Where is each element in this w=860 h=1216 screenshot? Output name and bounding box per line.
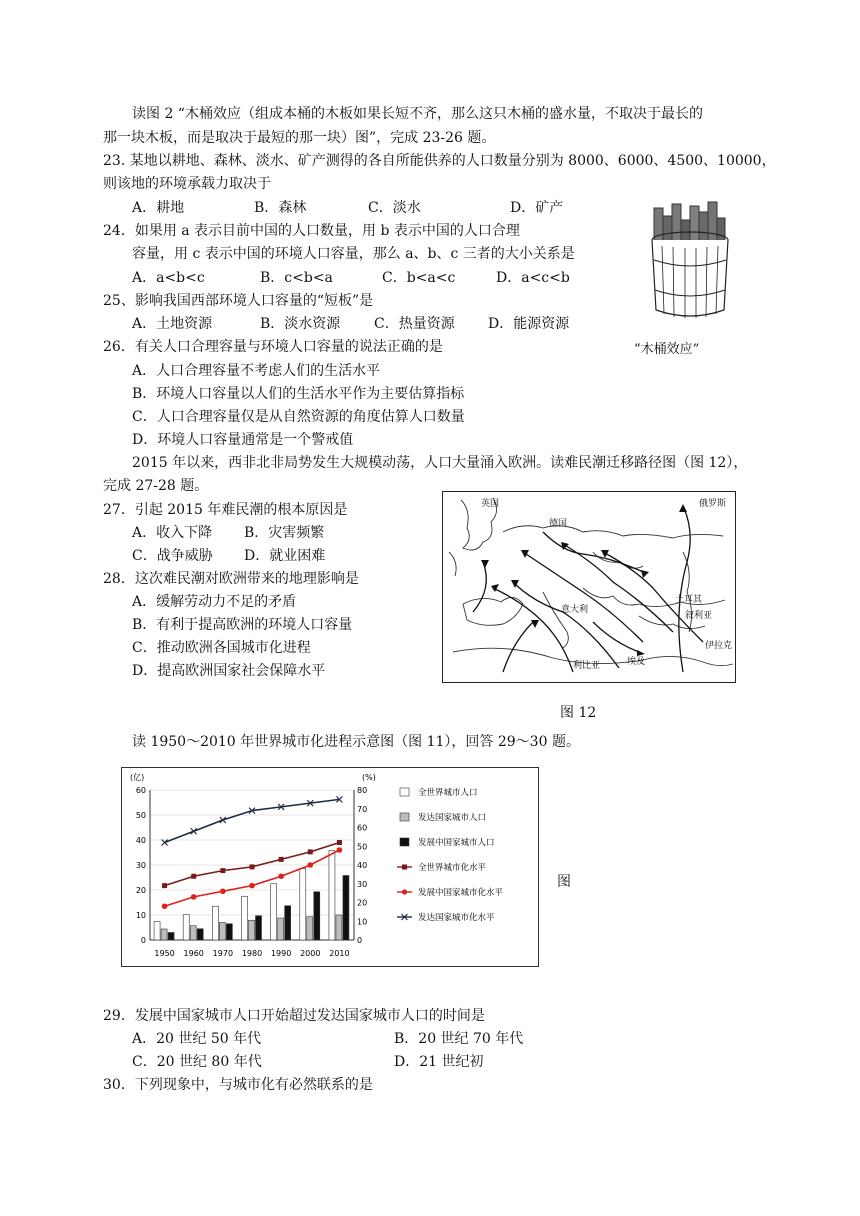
intro-paragraph-line: 读 1950～2010 年世界城市化进程示意图（图 11），回答 29～30 题。: [132, 734, 580, 750]
bar-developing-urban-pop: [226, 924, 232, 940]
choice-23-b: B．森林: [254, 200, 307, 216]
choice-27-d: D．就业困难: [244, 548, 326, 564]
choice-24-d: D．a<c<b: [496, 270, 570, 286]
point-world-rate: [162, 883, 167, 888]
bar-developing-urban-pop: [285, 906, 291, 940]
intro-paragraph-line: 2015 年以来，西非北非局势发生大规模动荡，人口大量涌入欧洲。读难民潮迁移路径图（图 12），: [132, 455, 748, 471]
choice-28-b: B．有利于提高欧洲的环境人口容量: [132, 617, 353, 633]
left-tick-label: 20: [135, 886, 146, 895]
bar-world-urban-pop: [271, 884, 277, 940]
choice-27-a: A．收入下降: [132, 525, 213, 541]
choice-25-a: A．土地资源: [132, 316, 213, 332]
map-caption: 图 12: [560, 705, 597, 721]
legend-label: 发展中国家城市人口: [418, 838, 495, 848]
choice-28-d: D．提高欧洲国家社会保障水平: [132, 663, 326, 679]
point-developing-rate: [191, 894, 197, 900]
question-26-stem: 26．有关人口合理容量与环境人口容量的说法正确的是: [103, 339, 443, 355]
intro-paragraph-line: 那一块木板，而是取决于最短的那一块）图”，完成 23-26 题。: [103, 130, 496, 146]
bar-developing-urban-pop: [314, 892, 320, 940]
choice-23-d: D．矿产: [510, 200, 564, 216]
choice-27-b: B．灾害频繁: [244, 525, 325, 541]
choice-24-a: A．a<b<c: [132, 270, 205, 286]
left-tick-label: 50: [135, 811, 146, 820]
x-tick-label: 1980: [241, 949, 263, 958]
left-tick-label: 0: [140, 936, 146, 945]
right-tick-label: 40: [357, 861, 368, 870]
point-developing-rate: [220, 888, 226, 894]
point-developing-rate: [307, 862, 313, 868]
choice-25-c: C．热量资源: [374, 316, 455, 332]
legend-label: 全世界城市化水平: [418, 863, 487, 873]
choice-26-c: C．人口合理容量仅是从自然资源的角度估算人口数量: [132, 409, 465, 425]
choice-26-a: A．人口合理容量不考虑人们的生活水平: [132, 363, 381, 379]
map-label-turkey: 土耳其: [675, 595, 703, 605]
urbanization-chart: [121, 767, 539, 967]
legend-swatch: [400, 788, 409, 796]
bar-developed-urban-pop: [219, 923, 225, 941]
map-label-germany: 德国: [549, 519, 568, 529]
choice-29-d: D．21 世纪初: [394, 1054, 484, 1070]
choice-28-c: C．推动欧洲各国城市化进程: [132, 640, 311, 656]
x-tick-label: 1990: [270, 949, 292, 958]
intro-paragraph-line: 读图 2 “木桶效应（组成本桶的木板如果长短不齐，那么这只木桶的盛水量，不取决于最长的: [132, 106, 703, 122]
choice-28-a: A．缓解劳动力不足的矛盾: [132, 594, 297, 610]
bar-developed-urban-pop: [190, 926, 196, 940]
legend-swatch: [400, 813, 409, 821]
barrel-figure: [640, 198, 740, 338]
point-world-rate: [220, 868, 225, 873]
question-24-stem: 24．如果用 a 表示目前中国的人口数量，用 b 表示中国的人口合理: [103, 223, 520, 239]
x-tick-label: 1960: [183, 949, 204, 958]
bar-world-urban-pop: [329, 851, 335, 941]
point-developing-rate: [162, 903, 168, 909]
right-tick-label: 80: [357, 786, 368, 795]
bar-world-urban-pop: [300, 869, 306, 941]
x-tick-label: 2000: [300, 949, 321, 958]
point-developing-rate: [249, 883, 255, 889]
right-axis-unit: (%): [362, 773, 376, 782]
x-tick-label: 1970: [212, 949, 234, 958]
point-world-rate: [279, 857, 284, 862]
bar-developing-urban-pop: [168, 933, 174, 941]
question-29-stem: 29．发展中国家城市人口开始超过发达国家城市人口的时间是: [103, 1008, 485, 1024]
question-23-stem: 23. 某地以耕地、森林、淡水、矿产测得的各自所能供养的人口数量分别为 8000、6000、4500、10000，: [103, 153, 776, 169]
right-tick-label: 10: [357, 917, 368, 927]
choice-26-b: B．环境人口容量以人们的生活水平作为主要估算指标: [132, 386, 465, 402]
question-24-stem: 容量，用 c 表示中国的环境人口容量，那么 a、b、c 三者的大小关系是: [132, 246, 575, 262]
right-tick-label: 70: [357, 804, 368, 814]
line-developing-rate: [165, 850, 340, 906]
bar-world-urban-pop: [154, 922, 160, 941]
map-label-italy: 意大利: [561, 605, 589, 615]
bar-developed-urban-pop: [307, 917, 313, 940]
question-27-stem: 27．引起 2015 年难民潮的根本原因是: [103, 502, 348, 518]
question-25-stem: 25、影响我国西部环境人口容量的“短板”是: [103, 293, 374, 309]
legend-label: 全世界城市人口: [418, 788, 478, 798]
choice-24-b: B．c<b<a: [260, 270, 333, 286]
point-developing-rate: [278, 873, 284, 879]
choice-25-d: D．能源资源: [488, 316, 570, 332]
right-tick-label: 60: [357, 823, 368, 833]
right-tick-label: 30: [357, 879, 368, 889]
chart-side-label: 图: [557, 874, 571, 890]
question-30-stem: 30．下列现象中，与城市化有必然联系的是: [103, 1077, 373, 1093]
barrel-caption: “木桶效应”: [634, 342, 700, 357]
choice-29-c: C．20 世纪 80 年代: [132, 1054, 262, 1070]
left-tick-label: 10: [135, 911, 146, 920]
bar-world-urban-pop: [183, 915, 189, 941]
map-label-iraq: 伊拉克: [705, 641, 733, 651]
choice-29-b: B．20 世纪 70 年代: [394, 1031, 524, 1047]
bar-developed-urban-pop: [249, 920, 255, 940]
right-tick-label: 20: [357, 898, 368, 908]
right-tick-label: 0: [357, 936, 363, 945]
chart-svg: [122, 768, 538, 966]
bar-world-urban-pop: [242, 896, 248, 940]
left-tick-label: 60: [135, 786, 146, 795]
intro-paragraph-line: 完成 27-28 题。: [103, 478, 209, 494]
x-tick-label: 2010: [329, 949, 350, 958]
point-world-rate: [308, 849, 313, 854]
legend-marker: [402, 865, 407, 870]
map-label-russia: 俄罗斯: [699, 499, 727, 509]
left-tick-label: 40: [135, 836, 146, 845]
choice-24-c: C．b<a<c: [382, 270, 456, 286]
bar-developing-urban-pop: [197, 929, 203, 940]
choice-29-a: A．20 世纪 50 年代: [132, 1031, 262, 1047]
legend-label: 发展中国家城市化水平: [418, 888, 504, 898]
map-label-syria: 叙利亚: [685, 611, 713, 621]
map-drawing: [443, 492, 735, 682]
point-world-rate: [191, 874, 196, 879]
choice-27-c: C．战争威胁: [132, 548, 213, 564]
point-world-rate: [337, 840, 342, 845]
choice-23-c: C．淡水: [368, 200, 421, 216]
choice-23-a: A．耕地: [132, 200, 185, 216]
left-axis-unit: (亿): [130, 773, 145, 782]
right-tick-label: 50: [357, 842, 368, 852]
point-developing-rate: [337, 847, 343, 853]
bar-world-urban-pop: [212, 906, 218, 940]
choice-25-b: B．淡水资源: [260, 316, 341, 332]
question-28-stem: 28．这次难民潮对欧洲带来的地理影响是: [103, 571, 359, 587]
map-label-libya: 利比亚: [573, 661, 601, 671]
question-23-stem: 则该地的环境承载力取决于: [103, 176, 271, 192]
legend-label: 发达国家城市人口: [418, 813, 487, 823]
left-tick-label: 30: [135, 861, 146, 870]
choice-26-d: D．环境人口容量通常是一个警戒值: [132, 432, 354, 448]
bar-developed-urban-pop: [161, 929, 167, 940]
refugee-map: [442, 491, 736, 683]
bar-developed-urban-pop: [278, 918, 284, 940]
bar-developed-urban-pop: [336, 915, 342, 940]
bar-developing-urban-pop: [256, 916, 262, 940]
map-label-uk: 英国: [481, 499, 500, 509]
bar-developing-urban-pop: [343, 876, 349, 941]
legend-swatch: [400, 838, 409, 846]
map-label-egypt: 埃及: [627, 657, 646, 667]
legend-marker: [402, 889, 407, 894]
legend-label: 发达国家城市化水平: [418, 913, 495, 923]
point-world-rate: [250, 864, 255, 869]
barrel-illustration: [640, 198, 740, 328]
x-tick-label: 1950: [154, 949, 175, 958]
